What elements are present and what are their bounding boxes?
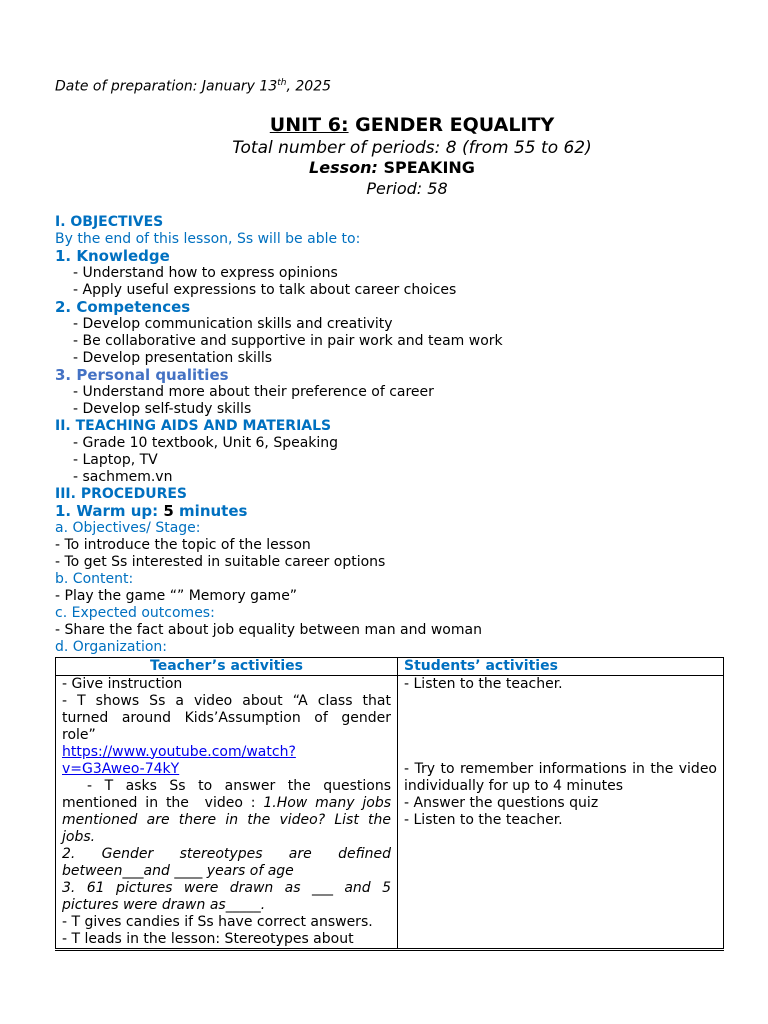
competences-heading: 2. Competences	[55, 297, 191, 316]
objectives-intro: By the end of this lesson, Ss will be able to:	[55, 230, 361, 247]
teacher-step-text: - T asks Ss to answer the questions mentioned in the video :	[62, 777, 396, 811]
teacher-step: - Give instruction	[62, 675, 183, 692]
list-item: - To introduce the topic of the lesson	[55, 536, 311, 553]
materials-heading: II. TEACHING AIDS AND MATERIALS	[55, 417, 332, 434]
teacher-activities-header: Teacher’s activities	[56, 657, 398, 675]
teacher-step	[62, 777, 396, 846]
warmup-heading	[55, 503, 723, 520]
date-superscript: th	[277, 78, 287, 88]
teacher-activities-cell	[56, 675, 398, 949]
list-item: - Apply useful expressions to talk about career choices	[73, 281, 457, 298]
date-text: Date of preparation: January 13	[55, 78, 278, 95]
period-number: Period: 58	[366, 178, 448, 198]
student-step: - Listen to the teacher.	[404, 811, 563, 828]
unit-name: GENDER EQUALITY	[348, 113, 555, 136]
list-item: - Develop communication skills and creativity	[73, 315, 393, 332]
lesson-body	[55, 214, 723, 951]
list-item: - Understand more about their preference of career	[73, 383, 434, 400]
list-item: - Play the game “” Memory game”	[55, 587, 298, 604]
list-item: - Grade 10 textbook, Unit 6, Speaking	[73, 434, 339, 451]
unit-label: UNIT 6:	[269, 113, 349, 136]
personal-qualities-heading: 3. Personal qualities	[55, 365, 229, 384]
students-activities-cell	[398, 675, 724, 949]
activities-table	[55, 657, 724, 951]
title-block	[101, 112, 723, 200]
list-item: - Develop presentation skills	[73, 349, 273, 366]
lesson-value: SPEAKING	[377, 157, 475, 177]
warmup-minutes: 5	[163, 501, 174, 520]
question-3: 3. 61 pictures were drawn as ___ and 5 pictures were drawn as_____.	[62, 879, 391, 913]
organization-label: d. Organization:	[55, 638, 168, 655]
teacher-step: - T gives candies if Ss have correct answers.	[62, 913, 373, 930]
unit-title	[101, 112, 723, 138]
teacher-step: - T leads in the lesson: Stereotypes about	[62, 930, 354, 947]
warmup-unit: minutes	[173, 501, 248, 520]
list-item: - Understand how to express opinions	[73, 264, 338, 281]
table-row	[56, 675, 724, 949]
teacher-step: - T shows Ss a video about “A class that turned around Kids’Assumption of gender role”	[62, 692, 391, 743]
lesson-line	[61, 158, 723, 178]
spacer	[404, 693, 717, 761]
list-item: - To get Ss interested in suitable career options	[55, 553, 386, 570]
students-activities-header: Students’ activities	[398, 657, 724, 675]
list-item: - sachmem.vn	[73, 468, 173, 485]
question-2: 2. Gender stereotypes are defined between___and ____ years of age	[62, 845, 391, 879]
student-step: - Try to remember informations in the video individually for up to 4 minutes	[404, 760, 717, 794]
list-item: - Be collaborative and supportive in pair work and team work	[73, 332, 503, 349]
warmup-label: 1. Warm up:	[55, 501, 164, 520]
objectives-stage-label: a. Objectives/ Stage:	[55, 519, 201, 536]
total-periods: Total number of periods: 8 (from 55 to 62)	[232, 137, 592, 158]
list-item: - Share the fact about job equality between man and woman	[55, 621, 482, 638]
student-step: - Answer the questions quiz	[404, 794, 599, 811]
student-step: - Listen to the teacher.	[404, 675, 563, 692]
knowledge-heading: 1. Knowledge	[55, 246, 170, 265]
lesson-label: Lesson:	[309, 157, 378, 177]
table-header-row	[56, 657, 724, 675]
lesson-plan-page	[55, 72, 723, 951]
video-link[interactable]	[62, 744, 391, 778]
question-1: 1.How many jobs mentioned are there in the video? List the jobs.	[62, 794, 392, 845]
video-link-text-cont[interactable]: v=G3Aweo-74kY	[62, 760, 180, 777]
procedures-heading: III. PROCEDURES	[55, 485, 188, 502]
preparation-date	[55, 72, 723, 98]
content-label: b. Content:	[55, 570, 134, 587]
list-item: - Develop self-study skills	[73, 400, 252, 417]
list-item: - Laptop, TV	[73, 451, 158, 468]
video-link-text[interactable]: https://www.youtube.com/watch?	[62, 743, 296, 760]
objectives-heading: I. OBJECTIVES	[55, 213, 164, 230]
expected-outcomes-label: c. Expected outcomes:	[55, 604, 215, 621]
date-year: , 2025	[286, 78, 332, 95]
